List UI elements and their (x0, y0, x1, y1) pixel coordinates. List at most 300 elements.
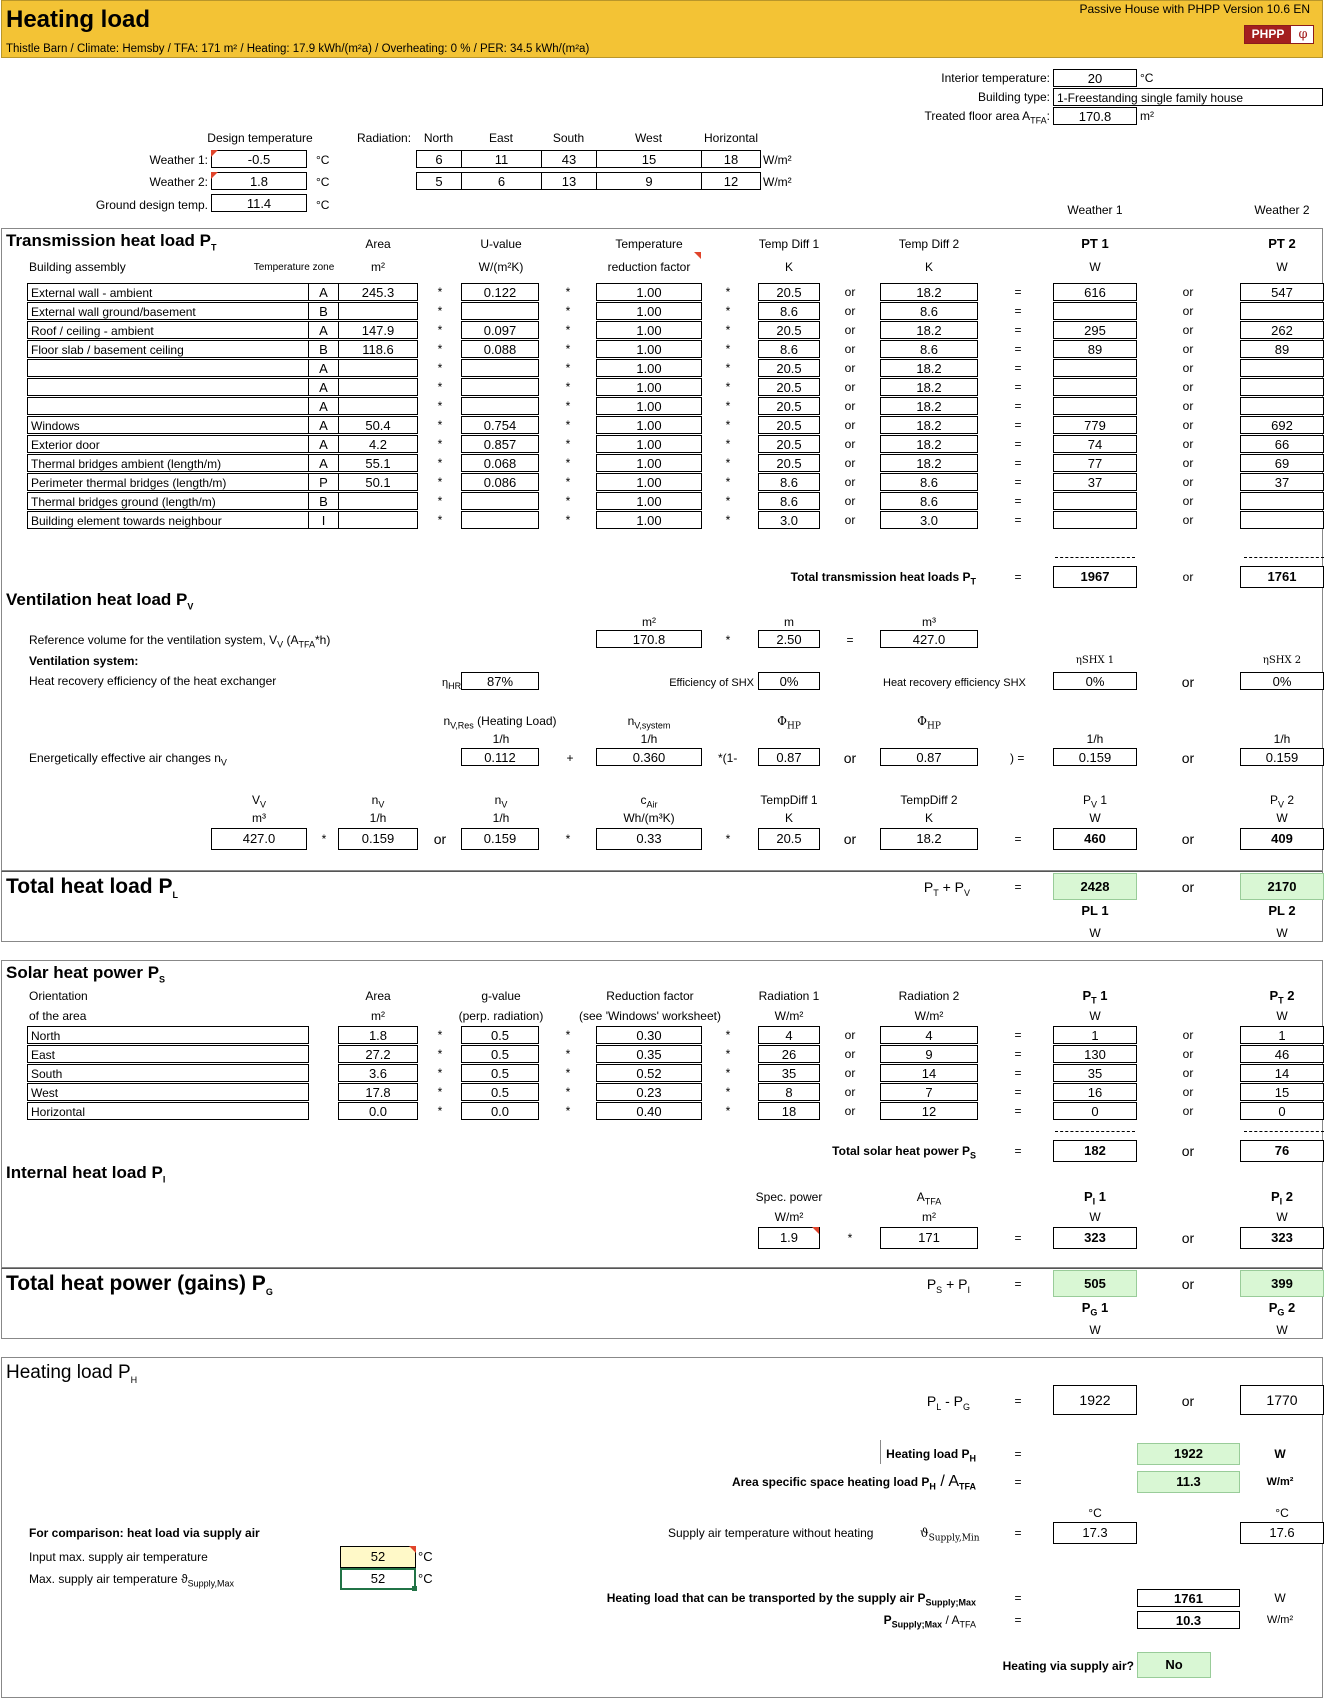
times-one-minus: *(1- (718, 751, 738, 765)
temperature-zone[interactable]: B (308, 340, 339, 358)
times-sign: * (725, 304, 731, 318)
weather2-temp[interactable]: 1.8 (211, 172, 307, 190)
or-sign: or (1182, 399, 1194, 413)
area-value: 245.3 (338, 283, 418, 301)
times-sign: * (565, 1066, 571, 1080)
vent-volume: 427.0 (880, 630, 978, 648)
temperature-zone[interactable]: A (308, 378, 339, 396)
divider (1244, 557, 1324, 558)
times-sign: * (565, 304, 571, 318)
or-sign: or (844, 513, 856, 527)
vent-height[interactable]: 2.50 (758, 630, 820, 648)
temp-diff-1: 3.0 (758, 511, 820, 529)
reduction-factor: 1.00 (596, 492, 702, 510)
or-sign: or (1181, 1143, 1195, 1159)
nv-header-a: $n_V$ (371, 793, 385, 810)
temp-diff-1: 20.5 (758, 283, 820, 301)
nv-unit-b: 1/h (492, 811, 510, 825)
weather1-temp[interactable]: -0.5 (211, 150, 307, 168)
eta-hr-value[interactable]: 87% (461, 672, 539, 690)
nv-1: 0.159 (1053, 748, 1137, 766)
orient-north: North (423, 131, 454, 145)
temp-diff-2: 8.6 (880, 473, 978, 491)
pt-1-value (1053, 302, 1137, 320)
rad2-unit: W/m² (914, 1009, 944, 1023)
pl-minus-pg: $P_L - P_G$ (926, 1393, 970, 1412)
u-value (461, 511, 539, 529)
heating-load-label: Heating load $P_H$ (886, 1447, 976, 1464)
internal-title: Internal heat load $P_I$ (6, 1163, 166, 1185)
spec-power-unit: W/m² (774, 1210, 804, 1224)
interior-temp-value[interactable]: 20 (1053, 69, 1137, 87)
col-td1-header: Temp Diff 1 (758, 237, 820, 251)
w2-rad-north[interactable]: 5 (416, 172, 462, 190)
assembly-name[interactable]: Perimeter thermal bridges (length/m) (27, 473, 309, 491)
temp-diff-1: 20.5 (758, 359, 820, 377)
assembly-name[interactable] (27, 378, 309, 396)
or-sign: or (1182, 285, 1194, 299)
pv2-unit: W (1276, 811, 1288, 825)
supply-min-symbol: $ϑ_{Supply,Min}$ (920, 1526, 980, 1544)
col-temp-header: Temperature (615, 237, 683, 251)
project-summary: Thistle Barn / Climate: Hemsby / TFA: 171 m² / Heating: 17.9 kWh/(m²a) / Overheating: 0 % / PER: 34.5 kWh/(m²a) (6, 43, 590, 55)
pt-2-value (1240, 397, 1324, 415)
u-value: 0.857 (461, 435, 539, 453)
temp-diff-2: 18.2 (880, 321, 978, 339)
times-sign: * (437, 1066, 443, 1080)
solar-radiation-1: 35 (758, 1064, 820, 1082)
weather2-rad-unit: W/m² (763, 175, 792, 189)
times-sign: * (437, 494, 443, 508)
td1-value: 20.5 (758, 828, 820, 850)
u-value (461, 397, 539, 415)
temp-diff-2: 8.6 (880, 492, 978, 510)
u-value: 0.122 (461, 283, 539, 301)
times-sign: * (437, 1028, 443, 1042)
or-sign: or (1182, 494, 1194, 508)
solar-area: 0.0 (338, 1102, 418, 1120)
orient-south: South (552, 131, 585, 145)
td2-value: 18.2 (880, 828, 978, 850)
temp-diff-2: 18.2 (880, 416, 978, 434)
pl-1: 2428 (1053, 873, 1137, 900)
temp-diff-2: 18.2 (880, 378, 978, 396)
assembly-name[interactable] (27, 397, 309, 415)
times-sign: * (565, 475, 571, 489)
solar-reduction: 0.40 (596, 1102, 702, 1120)
ps-2-value: 15 (1240, 1083, 1324, 1101)
pt-2-value: 69 (1240, 454, 1324, 472)
times-sign: * (565, 418, 571, 432)
reduction-factor: 1.00 (596, 340, 702, 358)
orient-west: West (634, 131, 663, 145)
eq-sign: = (1014, 1591, 1022, 1605)
assembly-name[interactable]: Thermal bridges ground (length/m) (27, 492, 309, 510)
pt1-unit: W (1089, 260, 1101, 274)
pt-1-value: 74 (1053, 435, 1137, 453)
col-td2-header: Temp Diff 2 (898, 237, 960, 251)
times-sign: * (725, 285, 731, 299)
area-value: 118.6 (338, 340, 418, 358)
temperature-zone[interactable]: A (308, 283, 339, 301)
ph-1: 1922 (1053, 1385, 1137, 1415)
temperature-zone[interactable]: A (308, 397, 339, 415)
ps1-unit: W (1089, 1009, 1101, 1023)
solar-radiation-2: 14 (880, 1064, 978, 1082)
phi-hp-2: 0.87 (880, 748, 978, 766)
times-sign: * (437, 437, 443, 451)
reduction-factor: 1.00 (596, 511, 702, 529)
area-value (338, 378, 418, 396)
interior-temp-label: Interior temperature: (941, 71, 1050, 85)
pt-1-value: 77 (1053, 454, 1137, 472)
or-sign: or (1182, 437, 1194, 451)
or-sign: or (844, 1047, 856, 1061)
pt-2-value: 66 (1240, 435, 1324, 453)
temp-diff-1: 8.6 (758, 473, 820, 491)
nv-sys-unit: 1/h (640, 732, 658, 746)
solar-radiation-2: 4 (880, 1026, 978, 1044)
supply-min-unit-2: °C (1275, 1506, 1289, 1520)
temp-diff-2: 18.2 (880, 397, 978, 415)
pi2-unit: W (1276, 1210, 1288, 1224)
area-value (338, 397, 418, 415)
or-sign: or (1182, 1104, 1194, 1118)
heating-load-title: Heating load $P_H$ (6, 1362, 138, 1385)
g-value-header: g-value (481, 989, 521, 1003)
eq-sign: = (1014, 1066, 1022, 1080)
ps-1-value: 16 (1053, 1083, 1137, 1101)
times-sign: * (725, 475, 731, 489)
w1-rad-north[interactable]: 6 (416, 150, 462, 168)
solar-radiation-1: 26 (758, 1045, 820, 1063)
or-sign: or (1182, 456, 1194, 470)
reduction-factor: 1.00 (596, 473, 702, 491)
reduction-factor: 1.00 (596, 435, 702, 453)
pv-1: 460 (1053, 828, 1137, 850)
pi-2: 323 (1240, 1227, 1324, 1249)
temperature-zone[interactable]: A (308, 321, 339, 339)
times-sign: * (437, 304, 443, 318)
pi2-header: $P_I$ 2 (1270, 1189, 1294, 1207)
w2-rad-horizontal[interactable]: 12 (701, 172, 761, 190)
or-sign: or (1182, 1085, 1194, 1099)
eq-sign: = (1014, 304, 1022, 318)
pi-1: 323 (1053, 1227, 1137, 1249)
times-sign: * (565, 513, 571, 527)
weather1-column-header: Weather 1 (1067, 203, 1123, 217)
solar-radiation-1: 18 (758, 1102, 820, 1120)
solar-orientation: South (27, 1064, 309, 1082)
building-type-value[interactable]: 1-Freestanding single family house (1053, 88, 1323, 106)
area-value (338, 302, 418, 320)
eq-sign: = (1014, 1277, 1022, 1291)
pt-2-value: 89 (1240, 340, 1324, 358)
ps1-header: $P_T$ 1 (1082, 988, 1108, 1006)
temp-diff-2: 8.6 (880, 340, 978, 358)
shx-efficiency-value[interactable]: 0% (758, 672, 820, 690)
or-sign: or (844, 380, 856, 394)
pg1-label: $P_G$ 1 (1081, 1300, 1109, 1318)
or-sign: or (1181, 1230, 1195, 1246)
nv-res-header: $n_{V,Res}$ (Heating Load) (443, 714, 557, 731)
assembly-name[interactable]: Thermal bridges ambient (length/m) (27, 454, 309, 472)
area-unit: m² (371, 260, 385, 274)
weather2-column-header: Weather 2 (1254, 203, 1310, 217)
times-sign: * (565, 380, 571, 394)
area-value: 50.1 (338, 473, 418, 491)
or-sign: or (1181, 1276, 1195, 1292)
input-max-supply-value[interactable]: 52 (340, 1546, 416, 1568)
w1-rad-west[interactable]: 15 (596, 150, 702, 168)
ground-temp-value[interactable]: 11.4 (211, 194, 307, 212)
or-sign: or (1182, 361, 1194, 375)
temperature-zone[interactable]: B (308, 302, 339, 320)
w2-rad-east[interactable]: 6 (461, 172, 542, 190)
spec-power-header: Spec. power (755, 1190, 823, 1204)
cair-unit: Wh/(m³K) (623, 811, 675, 825)
nv-res-unit: 1/h (492, 732, 510, 746)
reduction-factor: 1.00 (596, 321, 702, 339)
solar-orientation: Horizontal (27, 1102, 309, 1120)
max-supply-value[interactable]: 52 (340, 1568, 416, 1590)
or-sign: or (1182, 475, 1194, 489)
eq-sign: = (1014, 1047, 1022, 1061)
or-sign: or (1181, 750, 1195, 766)
col-pt2-header: PT 2 (1268, 236, 1296, 251)
ref-volume-label: Reference volume for the ventilation system, $V_V$ $(A_{TFA}*h)$ (29, 633, 331, 650)
transport-label: Heating load that can be transported by the supply air $P_{Supply;Max}$ (606, 1591, 976, 1608)
times-sign: * (437, 342, 443, 356)
heating-load-unit: W (1274, 1447, 1286, 1461)
eq-sign: = (1014, 418, 1022, 432)
solar-g-value: 0.0 (461, 1102, 539, 1120)
or-sign: or (843, 750, 857, 766)
or-sign: or (1182, 1066, 1194, 1080)
or-sign: or (1182, 380, 1194, 394)
total-solar-1: 182 (1053, 1140, 1137, 1162)
times-sign: * (565, 323, 571, 337)
design-temp-header: Design temperature (207, 131, 313, 145)
times-sign: * (725, 323, 731, 337)
temp-diff-1: 8.6 (758, 302, 820, 320)
assembly-name[interactable] (27, 359, 309, 377)
solar-radiation-1: 8 (758, 1083, 820, 1101)
assembly-name[interactable]: Exterior door (27, 435, 309, 453)
assembly-name[interactable]: External wall - ambient (27, 283, 309, 301)
building-assembly-header: Building assembly (29, 260, 126, 274)
radiation-header: Radiation: (357, 131, 412, 145)
solar-title: Solar heat power $P_S$ (6, 963, 166, 985)
rad1-header: Radiation 1 (758, 989, 820, 1003)
temperature-zone[interactable]: A (308, 435, 339, 453)
nv-unit-a: 1/h (369, 811, 387, 825)
reduction-factor: 1.00 (596, 397, 702, 415)
nv-res-value: 0.112 (461, 748, 539, 766)
temperature-zone[interactable]: I (308, 511, 339, 529)
building-type-label: Building type: (977, 90, 1050, 104)
times-sign: * (565, 832, 571, 846)
phpp-logo (1244, 25, 1314, 44)
times-sign: * (725, 399, 731, 413)
eq-sign: = (1014, 1613, 1022, 1627)
max-supply-unit: °C (418, 1571, 433, 1586)
eq-sign: = (1014, 342, 1022, 356)
area-value (338, 511, 418, 529)
w2-rad-west[interactable]: 9 (596, 172, 702, 190)
pt-2-value: 37 (1240, 473, 1324, 491)
solar-reduction-header: Reduction factor (606, 989, 694, 1003)
temp-diff-2: 3.0 (880, 511, 978, 529)
vol-volume-unit: m³ (922, 615, 936, 629)
or-sign: or (844, 342, 856, 356)
area-specific-value: 11.3 (1137, 1471, 1240, 1493)
total-transmission-label: Total transmission heat loads $P_T$ (790, 570, 976, 587)
eq-sign: = (1014, 494, 1022, 508)
eq-sign: = (1014, 380, 1022, 394)
or-sign: or (1182, 304, 1194, 318)
solar-radiation-2: 12 (880, 1102, 978, 1120)
eq-sign: = (1014, 361, 1022, 375)
or-sign: or (844, 399, 856, 413)
ph-2: 1770 (1240, 1385, 1324, 1415)
assembly-name[interactable]: Building element towards neighbour (27, 511, 309, 529)
reduction-factor: 1.00 (596, 302, 702, 320)
plus-sign: + (566, 751, 574, 765)
eq-sign: = (1014, 1104, 1022, 1118)
pl1-label: PL 1 (1081, 903, 1109, 918)
spec-power-value[interactable]: 1.9 (758, 1227, 820, 1249)
weather1-rad-unit: W/m² (763, 153, 792, 167)
times-sign: * (565, 399, 571, 413)
or-sign: or (844, 285, 856, 299)
times-sign: * (725, 1028, 731, 1042)
rad2-header: Radiation 2 (898, 989, 960, 1003)
tfa-value[interactable]: 170.8 (1053, 107, 1137, 125)
transport-spec-label: $P_{Supply;Max} / A_{TFA}$ (883, 1613, 976, 1630)
w1-rad-south[interactable]: 43 (541, 150, 597, 168)
or-sign: or (1181, 674, 1195, 690)
solar-orientation: West (27, 1083, 309, 1101)
interior-temp-unit: °C (1140, 71, 1154, 85)
ps-1-value: 35 (1053, 1064, 1137, 1082)
close-paren-eq: ) = (1010, 751, 1025, 765)
pg1-unit: W (1089, 1323, 1101, 1337)
ps-2-value: 14 (1240, 1064, 1324, 1082)
ps2-header: $P_T$ 2 (1269, 988, 1295, 1006)
w1-rad-horizontal[interactable]: 18 (701, 150, 761, 168)
reduction-factor-header: reduction factor (607, 260, 691, 274)
pt-1-value: 616 (1053, 283, 1137, 301)
u-value (461, 378, 539, 396)
times-sign: * (725, 1066, 731, 1080)
u-value: 0.068 (461, 454, 539, 472)
times-sign: * (725, 1047, 731, 1061)
times-sign: * (437, 361, 443, 375)
total-transmission-1: 1967 (1053, 566, 1137, 588)
or-sign: or (1182, 513, 1194, 527)
pt-1-value: 37 (1053, 473, 1137, 491)
temp-diff-2: 18.2 (880, 283, 978, 301)
solar-orientation: East (27, 1045, 309, 1063)
times-sign: * (437, 456, 443, 470)
pv2-header: $P_V$ 2 (1269, 793, 1295, 810)
or-sign: or (844, 418, 856, 432)
solar-g-value: 0.5 (461, 1083, 539, 1101)
or-sign: or (843, 831, 857, 847)
cair-header: $c_{Air}$ (640, 793, 658, 810)
times-sign: * (437, 475, 443, 489)
ground-temp-unit: °C (316, 198, 330, 212)
times-sign: * (437, 380, 443, 394)
u-value: 0.097 (461, 321, 539, 339)
pg2-label: $P_G$ 2 (1268, 1300, 1296, 1318)
transport-value: 1761 (1137, 1589, 1240, 1607)
reduction-factor: 1.00 (596, 416, 702, 434)
pv1-header: $P_V$ 1 (1082, 793, 1108, 810)
tempdiff2-header: TempDiff 2 (900, 793, 958, 807)
pt-1-value: 295 (1053, 321, 1137, 339)
temperature-zone[interactable]: A (308, 454, 339, 472)
assembly-name[interactable]: Roof / ceiling - ambient (27, 321, 309, 339)
temperature-zone[interactable]: B (308, 492, 339, 510)
input-max-supply-label: Input max. supply air temperature (29, 1550, 208, 1564)
times-sign: * (437, 1047, 443, 1061)
assembly-name[interactable]: Windows (27, 416, 309, 434)
reduction-factor: 1.00 (596, 454, 702, 472)
solar-reduction-sub: (see 'Windows' worksheet) (579, 1009, 721, 1023)
solar-reduction: 0.23 (596, 1083, 702, 1101)
weather2-temp-unit: °C (316, 175, 330, 189)
area-value: 147.9 (338, 321, 418, 339)
orientation-header: Orientation (29, 989, 88, 1003)
eq-sign: = (1014, 832, 1022, 846)
times-sign: * (437, 323, 443, 337)
temperature-zone[interactable]: P (308, 473, 339, 491)
w2-rad-south[interactable]: 13 (541, 172, 597, 190)
times-sign: * (725, 1104, 731, 1118)
times-sign: * (725, 456, 731, 470)
ps2-unit: W (1276, 1009, 1288, 1023)
assembly-name[interactable]: Floor slab / basement ceiling (27, 340, 309, 358)
eq-sign: = (1014, 513, 1022, 527)
atfa-header: $A_{TFA}$ (916, 1190, 942, 1207)
ps-1-value: 1 (1053, 1026, 1137, 1044)
or-sign: or (433, 831, 447, 847)
u-unit: W/(m²K) (478, 260, 524, 274)
supply-air-comparison-title: For comparison: heat load via supply air (29, 1526, 260, 1540)
pt-1-value (1053, 511, 1137, 529)
temperature-zone[interactable]: A (308, 416, 339, 434)
u-value: 0.086 (461, 473, 539, 491)
ps-2-value: 0 (1240, 1102, 1324, 1120)
eq-sign: = (1014, 880, 1022, 894)
max-supply-label: Max. supply air temperature $ϑ_{Supply,Max}$ (29, 1572, 234, 1589)
eq-sign: = (1014, 1526, 1022, 1540)
divider (1055, 1131, 1135, 1132)
col-area-header: Area (365, 237, 391, 251)
vent-tfa: 170.8 (596, 630, 702, 648)
hr-shx-2: 0% (1240, 672, 1324, 690)
ps-2-value: 46 (1240, 1045, 1324, 1063)
eta-hr-label: $\eta_{HR}$ (442, 677, 462, 692)
temperature-zone[interactable]: A (308, 359, 339, 377)
input-max-unit: °C (418, 1549, 433, 1564)
times-sign: * (437, 399, 443, 413)
w1-rad-east[interactable]: 11 (461, 150, 542, 168)
td1-unit: K (784, 260, 793, 274)
assembly-name[interactable]: External wall ground/basement (27, 302, 309, 320)
